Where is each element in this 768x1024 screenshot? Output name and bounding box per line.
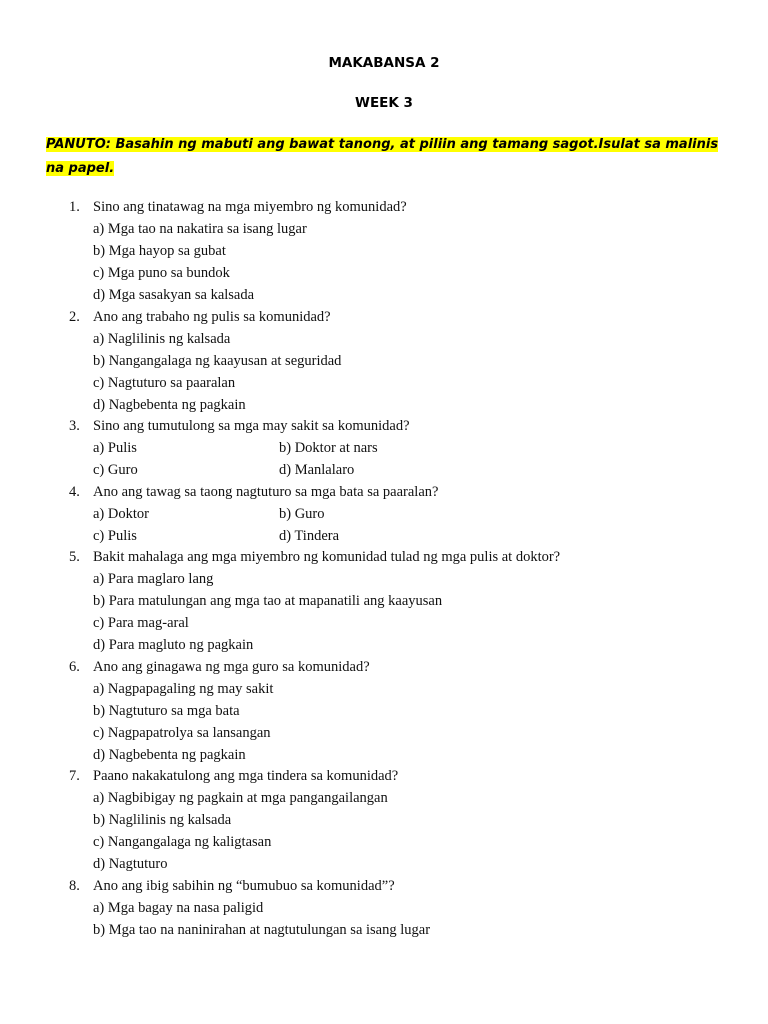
question-text: Sino ang tinatawag na mga miyembro ng komunidad?: [93, 199, 407, 215]
instructions-text: PANUTO: Basahin ng mabuti ang bawat tanong, at piliin ang tamang sagot.Isulat sa malinis na papel.: [46, 137, 719, 176]
question-number: 7.: [69, 768, 80, 784]
option-a: a) Nagpapagaling ng may sakit: [93, 681, 274, 697]
question-7: [0, 768, 768, 790]
question-8: [0, 878, 768, 900]
option-c: c) Nagtuturo sa paaralan: [93, 375, 236, 391]
option-b: b) Nangangalaga ng kaayusan at seguridad: [93, 353, 342, 369]
question-number: 5.: [69, 549, 80, 565]
option-b: b) Nagtuturo sa mga bata: [93, 703, 240, 719]
option-b: b) Naglilinis ng kalsada: [93, 812, 232, 828]
week-label: WEEK 3: [355, 95, 413, 111]
question-text: Ano ang ibig sabihin ng “bumubuo sa komunidad”?: [93, 878, 395, 894]
option-c: c) Guro: [93, 462, 138, 478]
option-a: a) Para maglaro lang: [93, 571, 214, 587]
option-d: d) Para magluto ng pagkain: [93, 637, 254, 653]
option-b: b) Doktor at nars: [279, 440, 378, 456]
option-a: a) Mga bagay na nasa paligid: [93, 900, 264, 916]
option-d: d) Tindera: [279, 528, 340, 544]
option-b: b) Guro: [279, 506, 325, 522]
question-5: [0, 549, 768, 571]
question-text: Ano ang trabaho ng pulis sa komunidad?: [93, 309, 331, 325]
question-text: Ano ang ginagawa ng mga guro sa komunidad?: [93, 659, 370, 675]
question-text: Bakit mahalaga ang mga miyembro ng komunidad tulad ng mga pulis at doktor?: [93, 549, 561, 565]
question-text: Ano ang tawag sa taong nagtuturo sa mga bata sa paaralan?: [93, 484, 439, 500]
option-d: d) Mga sasakyan sa kalsada: [93, 287, 255, 303]
question-2: [0, 309, 768, 331]
question-6: [0, 659, 768, 681]
option-c: c) Pulis: [93, 528, 137, 544]
option-d: d) Manlalaro: [279, 462, 355, 478]
option-c: c) Nagpapatrolya sa lansangan: [93, 725, 271, 741]
option-c: c) Para mag-aral: [93, 615, 189, 631]
option-d: d) Nagbebenta ng pagkain: [93, 747, 246, 763]
option-b: b) Mga hayop sa gubat: [93, 243, 226, 259]
document-title: MAKABANSA 2: [328, 55, 440, 71]
option-a: a) Pulis: [93, 440, 137, 456]
question-text: Paano nakakatulong ang mga tindera sa komunidad?: [93, 768, 399, 784]
question-number: 6.: [69, 659, 80, 675]
question-number: 3.: [69, 418, 80, 434]
option-c: c) Nangangalaga ng kaligtasan: [93, 834, 272, 850]
option-c: c) Mga puno sa bundok: [93, 265, 230, 281]
instructions: [46, 133, 736, 181]
question-text: Sino ang tumutulong sa mga may sakit sa komunidad?: [93, 418, 410, 434]
question-3: [0, 418, 768, 440]
option-d: d) Nagtuturo: [93, 856, 168, 872]
question-number: 4.: [69, 484, 80, 500]
option-a: a) Naglilinis ng kalsada: [93, 331, 231, 347]
option-a: a) Nagbibigay ng pagkain at mga pangangailangan: [93, 790, 388, 806]
option-a: a) Mga tao na nakatira sa isang lugar: [93, 221, 307, 237]
option-b: b) Para matulungan ang mga tao at mapanatili ang kaayusan: [93, 593, 443, 609]
option-d: d) Nagbebenta ng pagkain: [93, 397, 246, 413]
question-number: 8.: [69, 878, 80, 894]
option-b: b) Mga tao na naninirahan at nagtutulungan sa isang lugar: [93, 922, 431, 938]
question-4: [0, 484, 768, 506]
question-number: 1.: [69, 199, 80, 215]
question-number: 2.: [69, 309, 80, 325]
option-a: a) Doktor: [93, 506, 149, 522]
question-1: [0, 199, 768, 221]
